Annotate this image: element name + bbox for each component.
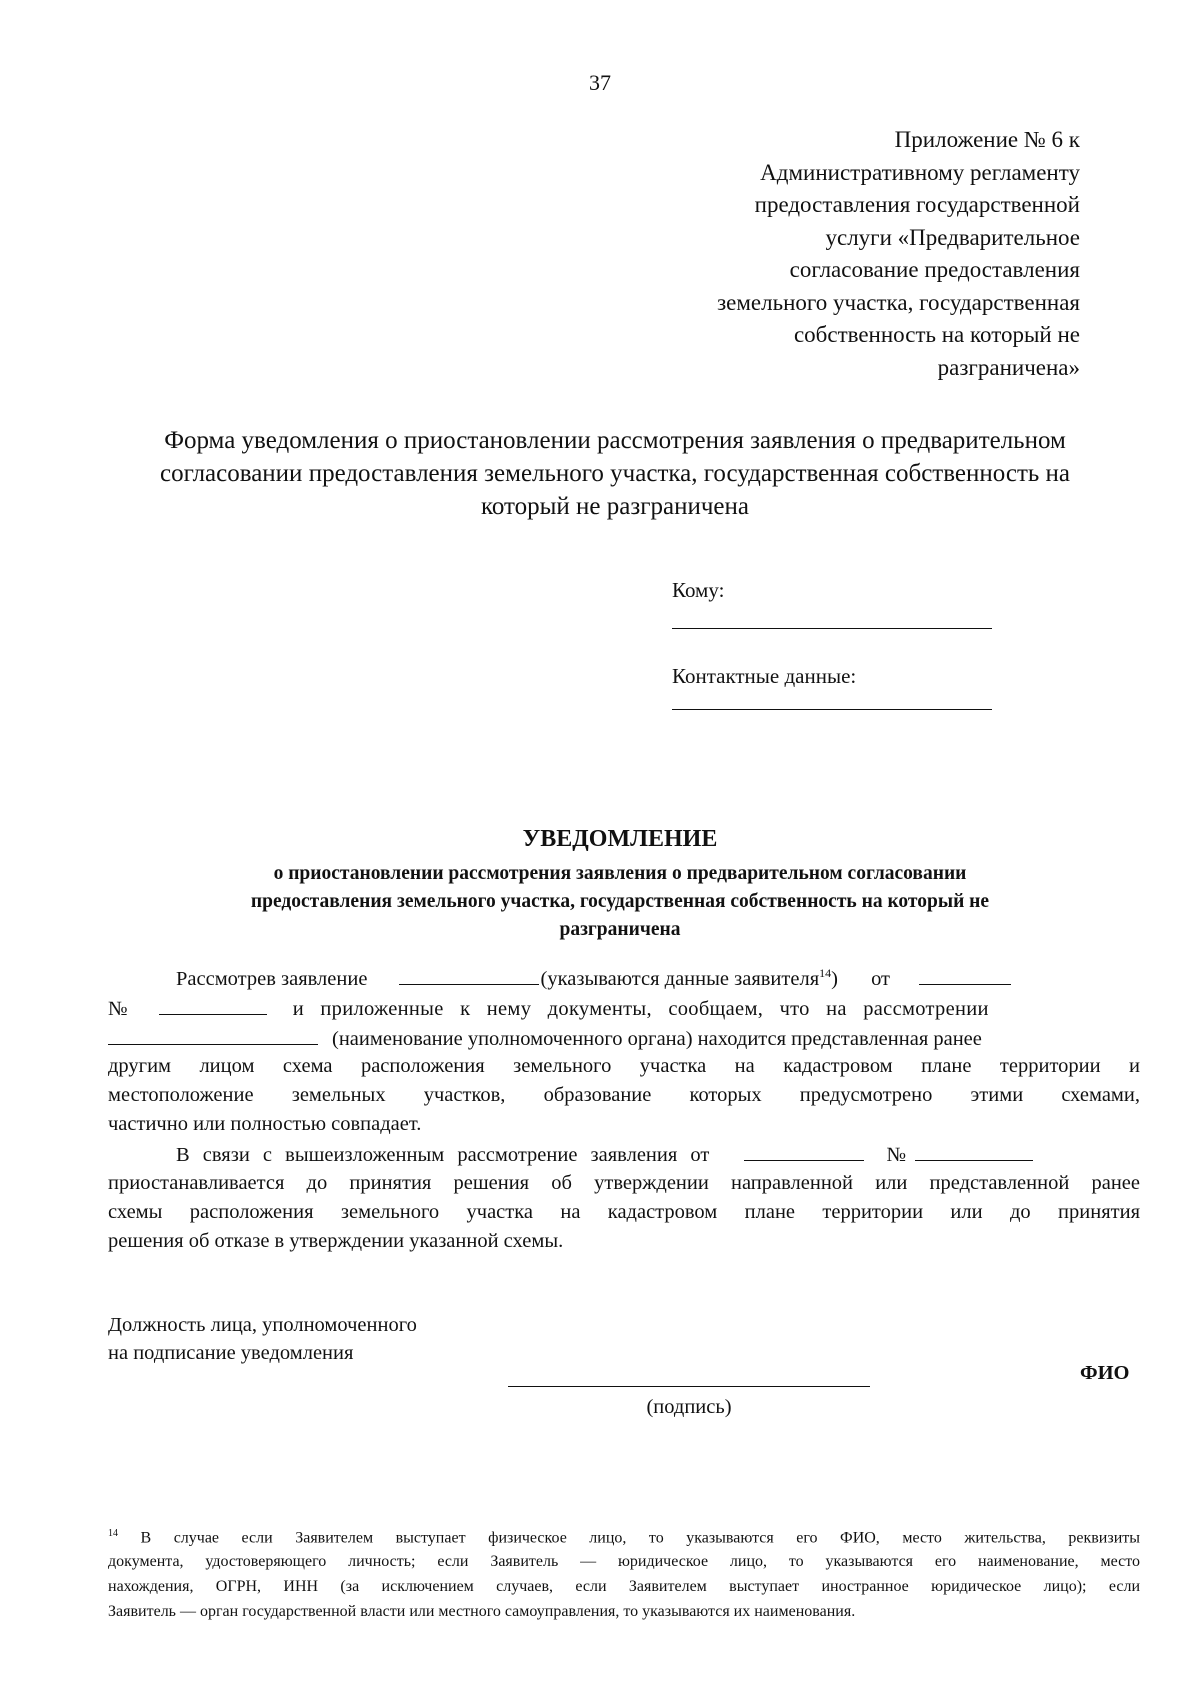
authority-name-blank[interactable] [108,1026,318,1045]
footnote-line-2: документа, удостоверяющего личность; если Заявитель — юридическое лицо, то указываются его наименование, место [108,1553,1140,1570]
paragraph-2-line-1: В связи с вышеизложенным рассмотрение заявления от № [176,1142,1140,1167]
paragraph-1-line-3: (наименование уполномоченного органа) находится представленная ранее [108,1026,1140,1051]
form-title [90,424,1140,523]
applicant-statement-blank[interactable] [399,966,539,985]
form-title-line: который не разграничена [480,493,750,520]
paragraph-1-line-2: № и приложенные к нему документы, сообщаем, что на рассмотрении [108,998,989,1020]
signature-caption: (подпись) [646,1396,732,1418]
appendix-line: согласование предоставления [789,257,1080,282]
signature-line[interactable] [508,1386,870,1387]
recipient-to-field[interactable] [672,628,992,629]
form-title-line: Форма уведомления о приостановлении рассмотрения заявления о предварительном [164,427,1066,454]
notice-heading: УВЕДОМЛЕНИЕ [522,826,718,852]
statement-date-blank[interactable] [919,966,1011,985]
footnote-ref: 14 [819,966,832,981]
paragraph-1-line-1: Рассмотрев заявление (указываются данные заявителя$^{14}$) от [176,966,1140,991]
form-title-line: согласовании предоставления земельного участка, государственная собственность на [159,460,1070,487]
appendix-line: Административному регламенту [760,159,1080,185]
paragraph-2-line-2: приостанавливается до принятия решения об утверждении направленной или представленной ранее [108,1172,1140,1194]
notice-subtitle [100,860,1140,944]
statement-number-blank[interactable] [159,996,267,1015]
appendix-line: собственность на который не [793,322,1080,347]
recipient-contacts-label: Контактные данные: [672,664,857,688]
footnote-line-3: нахождения, ОГРН, ИНН (за исключением случаев, если Заявителем выступает иностранное юридическое лицо); если [108,1578,1140,1595]
appendix-reference [660,124,1080,384]
notice-subtitle-line: разграничена [559,919,681,940]
appendix-line: разграничена» [937,354,1080,380]
appendix-line: предоставления государственной [754,192,1080,217]
paragraph-1-line-5: местоположение земельных участков, образование которых предусмотрено этими схемами, [108,1084,1140,1106]
footnote-number: 14 [108,1528,118,1539]
paragraph-1-line-6: частично или полностью совпадает. [108,1113,422,1135]
signer-position-label-line-1: Должность лица, уполномоченного [108,1314,417,1336]
appendix-line: услуги «Предварительное [825,224,1080,250]
notice-subtitle-line: предоставления земельного участка, государственная собственность на который не [250,891,990,912]
page-number: 37 [589,70,611,95]
footnote-line-4: Заявитель — орган государственной власти или местного самоуправления, то указываются их наименования. [108,1603,856,1620]
notice-subtitle-line: о приостановлении рассмотрения заявления о предварительном согласовании [273,863,967,884]
footnote-line-1: $^{14}$ В случае если Заявителем выступает физическое лицо, то указываются его ФИО, место жительства, реквизиты [108,1528,1140,1547]
recipient-to-label: Кому: [672,578,725,602]
signer-position-label-line-2: на подписание уведомления [108,1342,354,1364]
paragraph-1-line-4: другим лицом схема расположения земельного участка на кадастровом плане территории и [108,1055,1140,1077]
appendix-line: Приложение № 6 к [894,127,1080,152]
appendix-line: земельного участка, государственная [717,289,1080,315]
suspension-date-blank[interactable] [744,1142,864,1161]
paragraph-2-line-3: схемы расположения земельного участка на кадастровом плане территории или до принятия [108,1201,1140,1223]
signer-fio-label: ФИО [1080,1362,1130,1384]
recipient-contacts-field[interactable] [672,709,992,710]
paragraph-2-line-4: решения об отказе в утверждении указанной схемы. [108,1230,564,1252]
suspension-number-blank[interactable] [915,1142,1033,1161]
